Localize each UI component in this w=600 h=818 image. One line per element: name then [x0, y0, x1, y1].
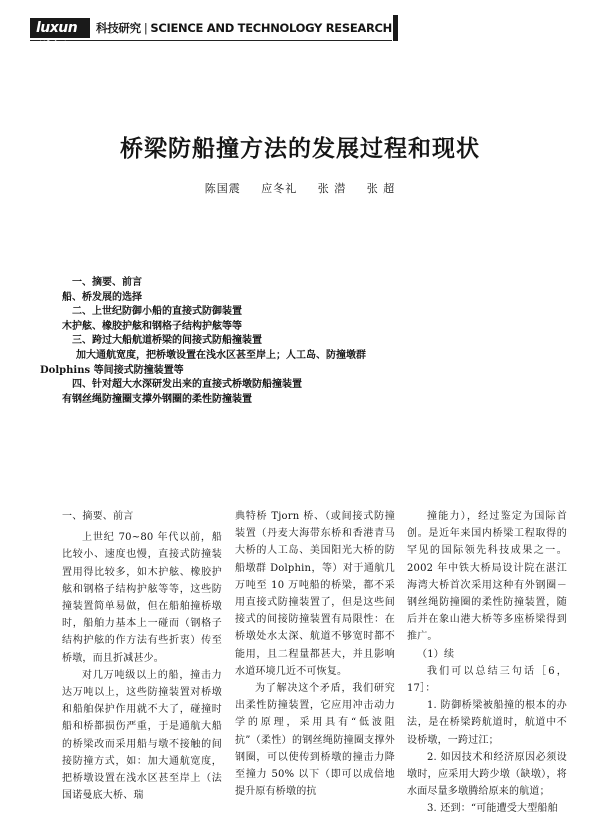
author-list: [0, 180, 600, 196]
body-column-3: [407, 508, 567, 818]
outline-item: 二、上世纪防御小船的直接式防御装置: [72, 306, 242, 318]
list-item: 3. 还到：“可能遭受大型船舶: [427, 803, 558, 815]
author: 应冬礼: [261, 182, 298, 195]
outline-item: 一、摘要、前言: [72, 277, 142, 288]
outline-item: 加大通航宽度，把桥墩设置在浅水区甚至岸上；人工岛、防撞墩群: [76, 349, 366, 361]
author: 陈国震: [204, 182, 241, 195]
body-paragraph: 我们可以总结三句话［6，17］：: [407, 665, 567, 695]
list-item: 2. 如因技术和经济原因必须设墩时，应采用大跨少墩（缺墩），将水面尽量多墩腾给原来的航道；: [407, 751, 567, 798]
article-title: 桥梁防船撞方法的发展过程和现状: [120, 135, 480, 162]
body-paragraph: （1）续: [417, 648, 455, 660]
outline-item: 木护舷、橡胶护舷和钢格子结构护舷等等: [62, 320, 242, 332]
logo-chinese: 路讯: [36, 39, 66, 57]
body-paragraph: 典特桥 Tjorn 桥、（或间接式防撞装置（丹麦大海带东桥和香港青马大桥的人工岛、美国阳光大桥的防船墩群 Dolphin，等）对于通航几万吨至 10 万吨船的桥梁，都不采用直接式防撞装置了，但是这些间接式的间接防撞装置有局限性：在桥墩处水太深、航道不够宽时都不能用，且二程量都甚大，并且影响水道环境几近不可恢复。: [235, 511, 395, 677]
article-outline: [40, 276, 532, 407]
body-columns: [62, 508, 582, 815]
outline-item: 四、针对超大水深研发出来的直接式桥墩防船撞装置: [72, 379, 302, 391]
masthead-end-bar: [393, 15, 398, 41]
section-label-cn: 科技研究: [96, 21, 141, 35]
outline-item: 三、跨过大船航道桥梁的间接式防船撞装置: [72, 335, 262, 347]
logo-latin: luxun: [36, 20, 78, 36]
body-paragraph: 上世纪 70~80 年代以前，船比较小、速度也慢，直接式防撞装置用得比较多，如木护舷、橡胶护舷和钢格子结构护舷等等，这些防撞装置简单易做，但在船舶撞桥墩时，船舶力基本上一碰而（钢格子结构护舷的作方法有些折衷）传至桥墩，而且折减甚少。: [62, 532, 222, 664]
outline-item: Dolphins 等间接式防撞装置等: [40, 364, 184, 376]
section-label-en: SCIENCE AND TECHNOLOGY RESEARCH: [150, 21, 392, 35]
section-heading: 一、摘要、前言: [62, 511, 134, 522]
outline-item: 船、桥发展的选择: [62, 291, 142, 303]
body-paragraph: 撞能力），经过鉴定为国际首创。是近年来国内桥梁工程取得的罕见的国际领先科技成果之一。2002 年中铁大桥局设计院在湛江海湾大桥首次采用这种有外钢圈－钢丝绳防撞圈的柔性防撞装置，随后并在象山港大桥等多座桥梁得到推广。: [407, 511, 567, 643]
body-column-1: [62, 508, 222, 804]
magazine-logo: [30, 18, 90, 57]
masthead: [30, 16, 392, 57]
body-paragraph: 为了解决这个矛盾，我们研究出柔性防撞装置，它应用冲击动力学的原理，采用具有“低波阻抗”（柔性）的钢丝绳防撞圈支撑外钢圈，可以使传到桥墩的撞击力降至撞力 50% 以下（即可以成倍地提升原有桥墩的抗: [235, 683, 395, 798]
section-label: [96, 20, 392, 36]
body-paragraph: 对几万吨级以上的船，撞击力达万吨以上，这些防撞装置对桥墩和船舶保护作用就不大了，碰撞时船和桥都损伤严重，于是通航大船的桥梁改而采用船与墩不接触的间接防撞方式，如：加大通航宽度，把桥墩设置在浅水区甚至岸上（法国诺曼底大桥、瑞: [62, 669, 222, 802]
outline-item: 有钢丝绳防撞圈支撑外钢圈的柔性防撞装置: [62, 393, 252, 405]
author: 张 超: [366, 182, 396, 195]
list-item: 1. 防御桥梁被船撞的根本的办法，是在桥梁跨航道时，航道中不设桥墩，一跨过江；: [407, 700, 567, 746]
section-separator: |: [143, 21, 148, 35]
author: 张 潜: [317, 182, 347, 195]
body-column-2: [235, 508, 395, 800]
